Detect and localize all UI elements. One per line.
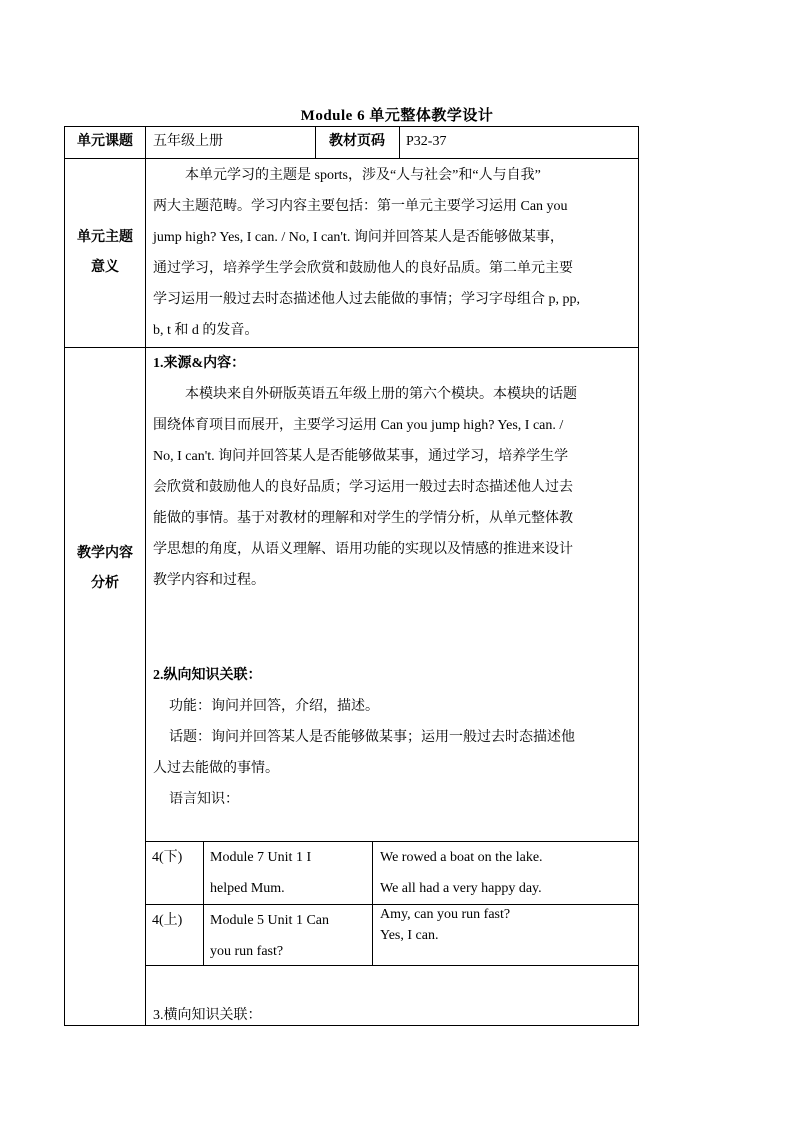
text-line: 能做的事情。基于对教材的理解和对学生的学情分析，从单元整体教 [153,511,573,526]
topic-line: 话题：询问并回答某人是否能够做某事；运用一般过去时态描述他 [169,730,575,745]
text-line: 学习运用一般过去时态描述他人过去能做的事情；学习字母组合 p, pp, [153,292,580,307]
grade-cell: 4(下) [152,850,183,865]
sentence-cell [380,842,543,904]
document-title: Module 6 单元整体教学设计 [300,108,494,124]
unit-line: helped Mum. [210,881,285,896]
unit-design-table [64,126,639,1026]
unit-line: Module 7 Unit 1 I [210,850,312,865]
unit-line: Module 5 Unit 1 Can [210,913,329,928]
knowledge-table [145,841,639,966]
horizontal-links-heading: 3.横向知识关联： [153,1008,262,1023]
sentence-line: We rowed a boat on the lake. [380,850,543,865]
analysis-label-line1: 教学内容 [77,546,133,561]
text-line: 通过学习，培养学生学会欣赏和鼓励他人的良好品质。第二单元主要 [153,261,573,276]
topic-line: 人过去能做的事情。 [153,761,279,776]
unit-line: you run fast? [210,944,284,959]
column-divider [372,842,373,965]
grade-cell: 4(上) [152,913,183,928]
significance-label [65,223,145,283]
text-line: 围绕体育项目而展开，主要学习运用 Can you jump high? Yes, I can. / [153,418,564,433]
vertical-links [153,660,635,815]
text-line: b, t 和 d 的发音。 [153,323,259,338]
sentence-cell [380,904,510,946]
column-divider [203,842,204,965]
text-line: 本单元学习的主题是 sports，涉及“人与社会”和“人与自我” [185,168,541,183]
unit-topic-label: 单元课题 [77,134,133,149]
section-heading: 2.纵向知识关联： [153,668,262,683]
sentence-line: We all had a very happy day. [380,881,542,896]
unit-cell [210,905,329,967]
analysis-label [65,539,145,599]
unit-cell [210,842,311,904]
text-line: 学思想的角度，从语义理解、语用功能的实现以及情感的推进来设计 [153,542,573,557]
significance-label-line2: 意义 [91,260,119,275]
section-heading: 1.来源&内容： [153,356,246,371]
significance-label-line1: 单元主题 [77,230,133,245]
text-line: 会欣赏和鼓励他人的良好品质；学习运用一般过去时态描述他人过去 [153,480,573,495]
text-line: 两大主题范畴。学习内容主要包括：第一单元主要学习运用 Can you [153,199,568,214]
textbook-pages-value: P32-37 [406,134,447,149]
function-line: 功能：询问并回答，介绍，描述。 [169,699,379,714]
sentence-line: Amy, can you run fast? [380,907,511,922]
text-line: jump high? Yes, I can. / No, I can't. 询问并回答某人是否能够做某事， [153,230,564,245]
analysis-label-line2: 分析 [91,576,119,591]
sentence-line: Yes, I can. [380,928,439,943]
significance-text [153,160,635,346]
analysis-text [153,348,635,596]
textbook-pages-label: 教材页码 [329,134,385,149]
text-line: 教学内容和过程。 [153,573,265,588]
unit-topic-value: 五年级上册 [153,134,223,149]
text-line: No, I can't. 询问并回答某人是否能够做某事，通过学习，培养学生学 [153,449,569,464]
language-line: 语言知识： [169,792,239,807]
row-divider [65,158,638,159]
column-divider [399,127,400,158]
text-line: 本模块来自外研版英语五年级上册的第六个模块。本模块的话题 [185,387,577,402]
